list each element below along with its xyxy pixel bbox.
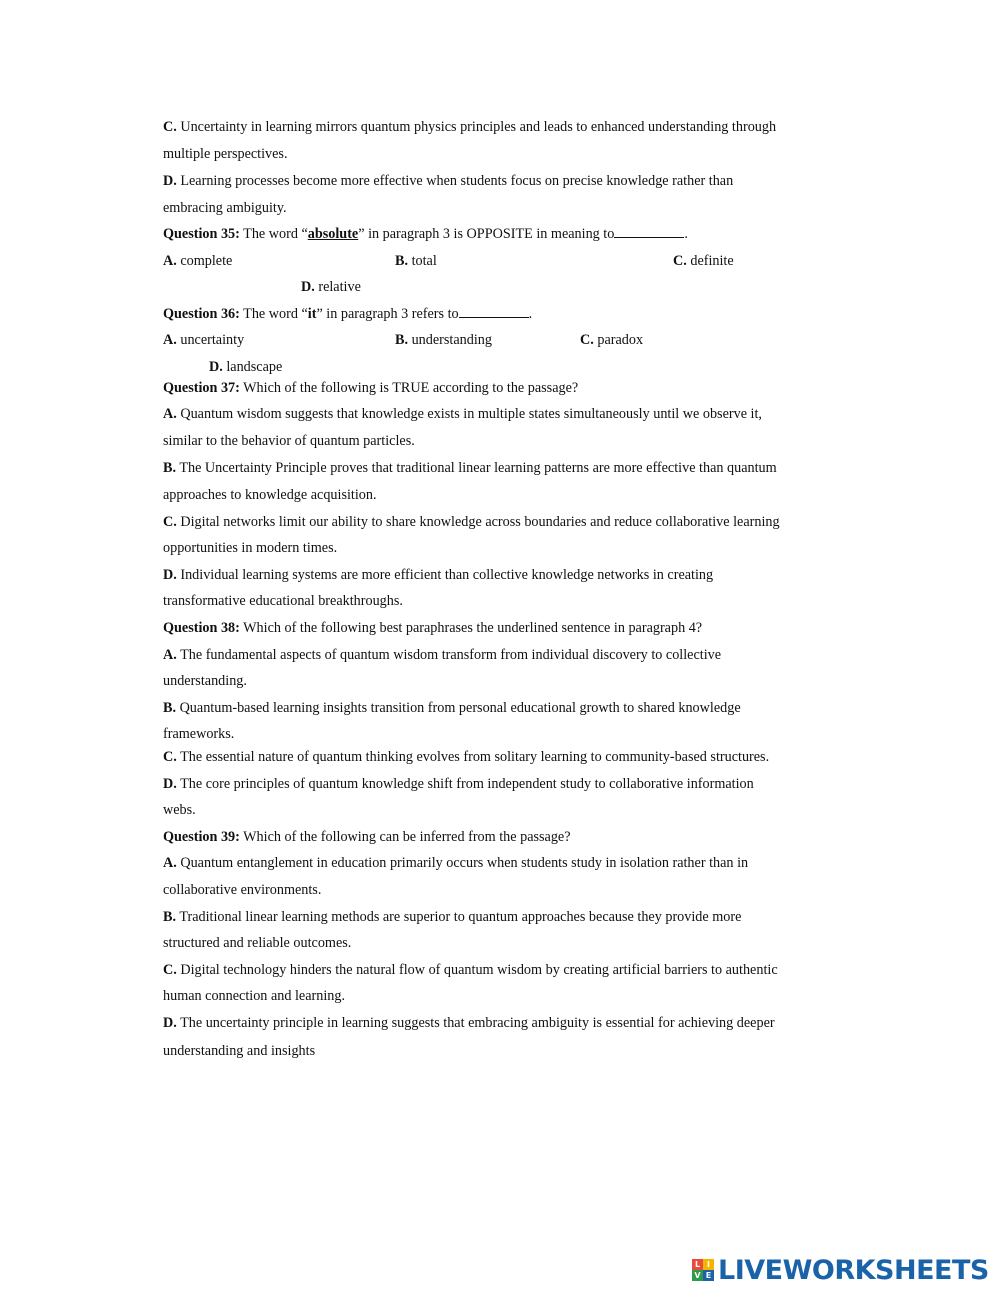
q37-option-a[interactable]	[163, 405, 762, 423]
q39-option-c-line2: human connection and learning.	[163, 988, 346, 1004]
stem-text: Which of the following is TRUE according to the passage?	[243, 380, 579, 396]
option-letter: C.	[580, 332, 594, 348]
stem-end: .	[528, 306, 533, 322]
stem-text: Which of the following can be inferred from the passage?	[243, 829, 571, 845]
stem-text: The word “	[243, 226, 308, 242]
question-label: Question 37:	[163, 380, 240, 396]
option-text: Individual learning systems are more efficient than collective knowledge networks in creating	[180, 567, 714, 583]
option-letter: A.	[163, 855, 177, 871]
option-text: landscape	[226, 359, 283, 375]
q37-option-b[interactable]	[163, 459, 777, 477]
option-text: total	[411, 253, 437, 269]
q37-option-c[interactable]	[163, 513, 780, 531]
stem-text: ” in paragraph 3 refers to	[316, 306, 459, 322]
option-text: definite	[690, 253, 734, 269]
option-letter: B.	[163, 909, 177, 925]
option-letter: B.	[163, 700, 177, 716]
option-text: relative	[318, 279, 361, 295]
q36-option-a[interactable]	[163, 331, 244, 349]
q37-option-d-line2: transformative educational breakthroughs.	[163, 593, 403, 609]
option-text: Digital technology hinders the natural flow of quantum wisdom by creating artificial barriers to authentic	[180, 962, 778, 978]
option-text: complete	[180, 253, 233, 269]
q39-option-c[interactable]	[163, 961, 778, 979]
answer-blank	[459, 305, 529, 318]
stem-text: The word “	[243, 306, 308, 322]
q34-option-d	[163, 172, 733, 190]
q39-option-a[interactable]	[163, 854, 748, 872]
option-letter: D.	[301, 279, 315, 295]
option-text: uncertainty	[180, 332, 245, 348]
option-letter: C.	[163, 119, 177, 135]
q36-option-b[interactable]	[395, 331, 492, 349]
option-letter: D.	[163, 173, 177, 189]
option-letter: D.	[163, 1015, 177, 1031]
liveworksheets-mark-icon	[692, 1259, 714, 1281]
q38-stem	[163, 619, 702, 637]
mark-letter: I	[703, 1259, 714, 1270]
option-text: Uncertainty in learning mirrors quantum physics principles and leads to enhanced understanding through	[180, 119, 777, 135]
stem-text: ” in paragraph 3 is OPPOSITE in meaning to	[358, 226, 615, 242]
option-letter: C.	[673, 253, 687, 269]
q37-option-b-line2: approaches to knowledge acquisition.	[163, 487, 377, 503]
option-letter: A.	[163, 253, 177, 269]
option-text: Quantum wisdom suggests that knowledge exists in multiple states simultaneously until we observe it,	[180, 406, 762, 422]
q39-option-b-line2: structured and reliable outcomes.	[163, 935, 352, 951]
q38-option-b[interactable]	[163, 699, 741, 717]
question-label: Question 38:	[163, 620, 240, 636]
q39-option-d-line2: understanding and insights	[163, 1043, 316, 1059]
q34-option-c	[163, 118, 776, 136]
q38-option-c[interactable]	[163, 748, 769, 766]
q34-option-d-line2: embracing ambiguity.	[163, 200, 287, 216]
q37-stem	[163, 379, 578, 397]
q35-option-c[interactable]	[673, 252, 734, 270]
q37-option-a-line2: similar to the behavior of quantum particles.	[163, 433, 415, 449]
q35-option-b[interactable]	[395, 252, 437, 270]
q37-option-d[interactable]	[163, 566, 713, 584]
q38-option-d-line2: webs.	[163, 802, 196, 818]
question-label: Question 39:	[163, 829, 240, 845]
option-text: The essential nature of quantum thinking evolves from solitary learning to community-based structures.	[180, 749, 770, 765]
q38-option-a-line2: understanding.	[163, 673, 247, 689]
q36-option-c[interactable]	[580, 331, 643, 349]
option-text: Traditional linear learning methods are superior to quantum approaches because they provide more	[179, 909, 742, 925]
q36-stem	[163, 305, 532, 323]
stem-end: .	[684, 226, 688, 242]
option-letter: B.	[395, 332, 409, 348]
option-text: understanding	[411, 332, 492, 348]
option-text: Learning processes become more effective when students focus on precise knowledge rather than	[180, 173, 734, 189]
q39-option-d[interactable]	[163, 1014, 775, 1032]
q35-option-d[interactable]	[301, 278, 361, 296]
option-text: Digital networks limit our ability to share knowledge across boundaries and reduce collaborative learning	[180, 514, 780, 530]
q38-option-a[interactable]	[163, 646, 721, 664]
q37-option-c-line2: opportunities in modern times.	[163, 540, 338, 556]
logo-text: LIVEWORKSHEETS	[718, 1254, 989, 1286]
option-text: paradox	[597, 332, 644, 348]
option-text: The core principles of quantum knowledge shift from independent study to collaborative information	[180, 776, 754, 792]
q39-stem	[163, 828, 571, 846]
option-letter: B.	[395, 253, 409, 269]
highlighted-word: it	[307, 306, 317, 322]
answer-blank	[614, 225, 684, 238]
option-text: The uncertainty principle in learning suggests that embracing ambiguity is essential for achieving deeper	[180, 1015, 775, 1031]
q35-option-a[interactable]	[163, 252, 232, 270]
q36-option-d[interactable]	[209, 358, 282, 376]
liveworksheets-logo[interactable]	[692, 1253, 989, 1287]
mark-letter: V	[692, 1270, 703, 1281]
q38-option-d[interactable]	[163, 775, 754, 793]
option-letter: B.	[163, 460, 177, 476]
q39-option-b[interactable]	[163, 908, 741, 926]
option-letter: D.	[163, 567, 177, 583]
option-text: Quantum-based learning insights transition from personal educational growth to shared knowledge	[179, 700, 741, 716]
option-letter: C.	[163, 962, 177, 978]
option-letter: A.	[163, 332, 177, 348]
mark-letter: L	[692, 1259, 703, 1270]
question-label: Question 35:	[163, 226, 240, 242]
option-letter: C.	[163, 749, 177, 765]
q35-stem	[163, 225, 688, 243]
option-letter: D.	[163, 776, 177, 792]
option-text: The fundamental aspects of quantum wisdom transform from individual discovery to collective	[180, 647, 722, 663]
q34-option-c-line2: multiple perspectives.	[163, 146, 288, 162]
option-text: Quantum entanglement in education primarily occurs when students study in isolation rather than in	[180, 855, 749, 871]
option-letter: C.	[163, 514, 177, 530]
question-label: Question 36:	[163, 306, 240, 322]
option-letter: A.	[163, 406, 177, 422]
option-text: The Uncertainty Principle proves that traditional linear learning patterns are more effective than quantum	[179, 460, 777, 476]
option-letter: A.	[163, 647, 177, 663]
mark-letter: E	[703, 1270, 714, 1281]
stem-text: Which of the following best paraphrases the underlined sentence in paragraph 4?	[243, 620, 703, 636]
q39-option-a-line2: collaborative environments.	[163, 882, 322, 898]
option-letter: D.	[209, 359, 223, 375]
q38-option-b-line2: frameworks.	[163, 726, 235, 742]
highlighted-word: absolute	[307, 226, 359, 242]
